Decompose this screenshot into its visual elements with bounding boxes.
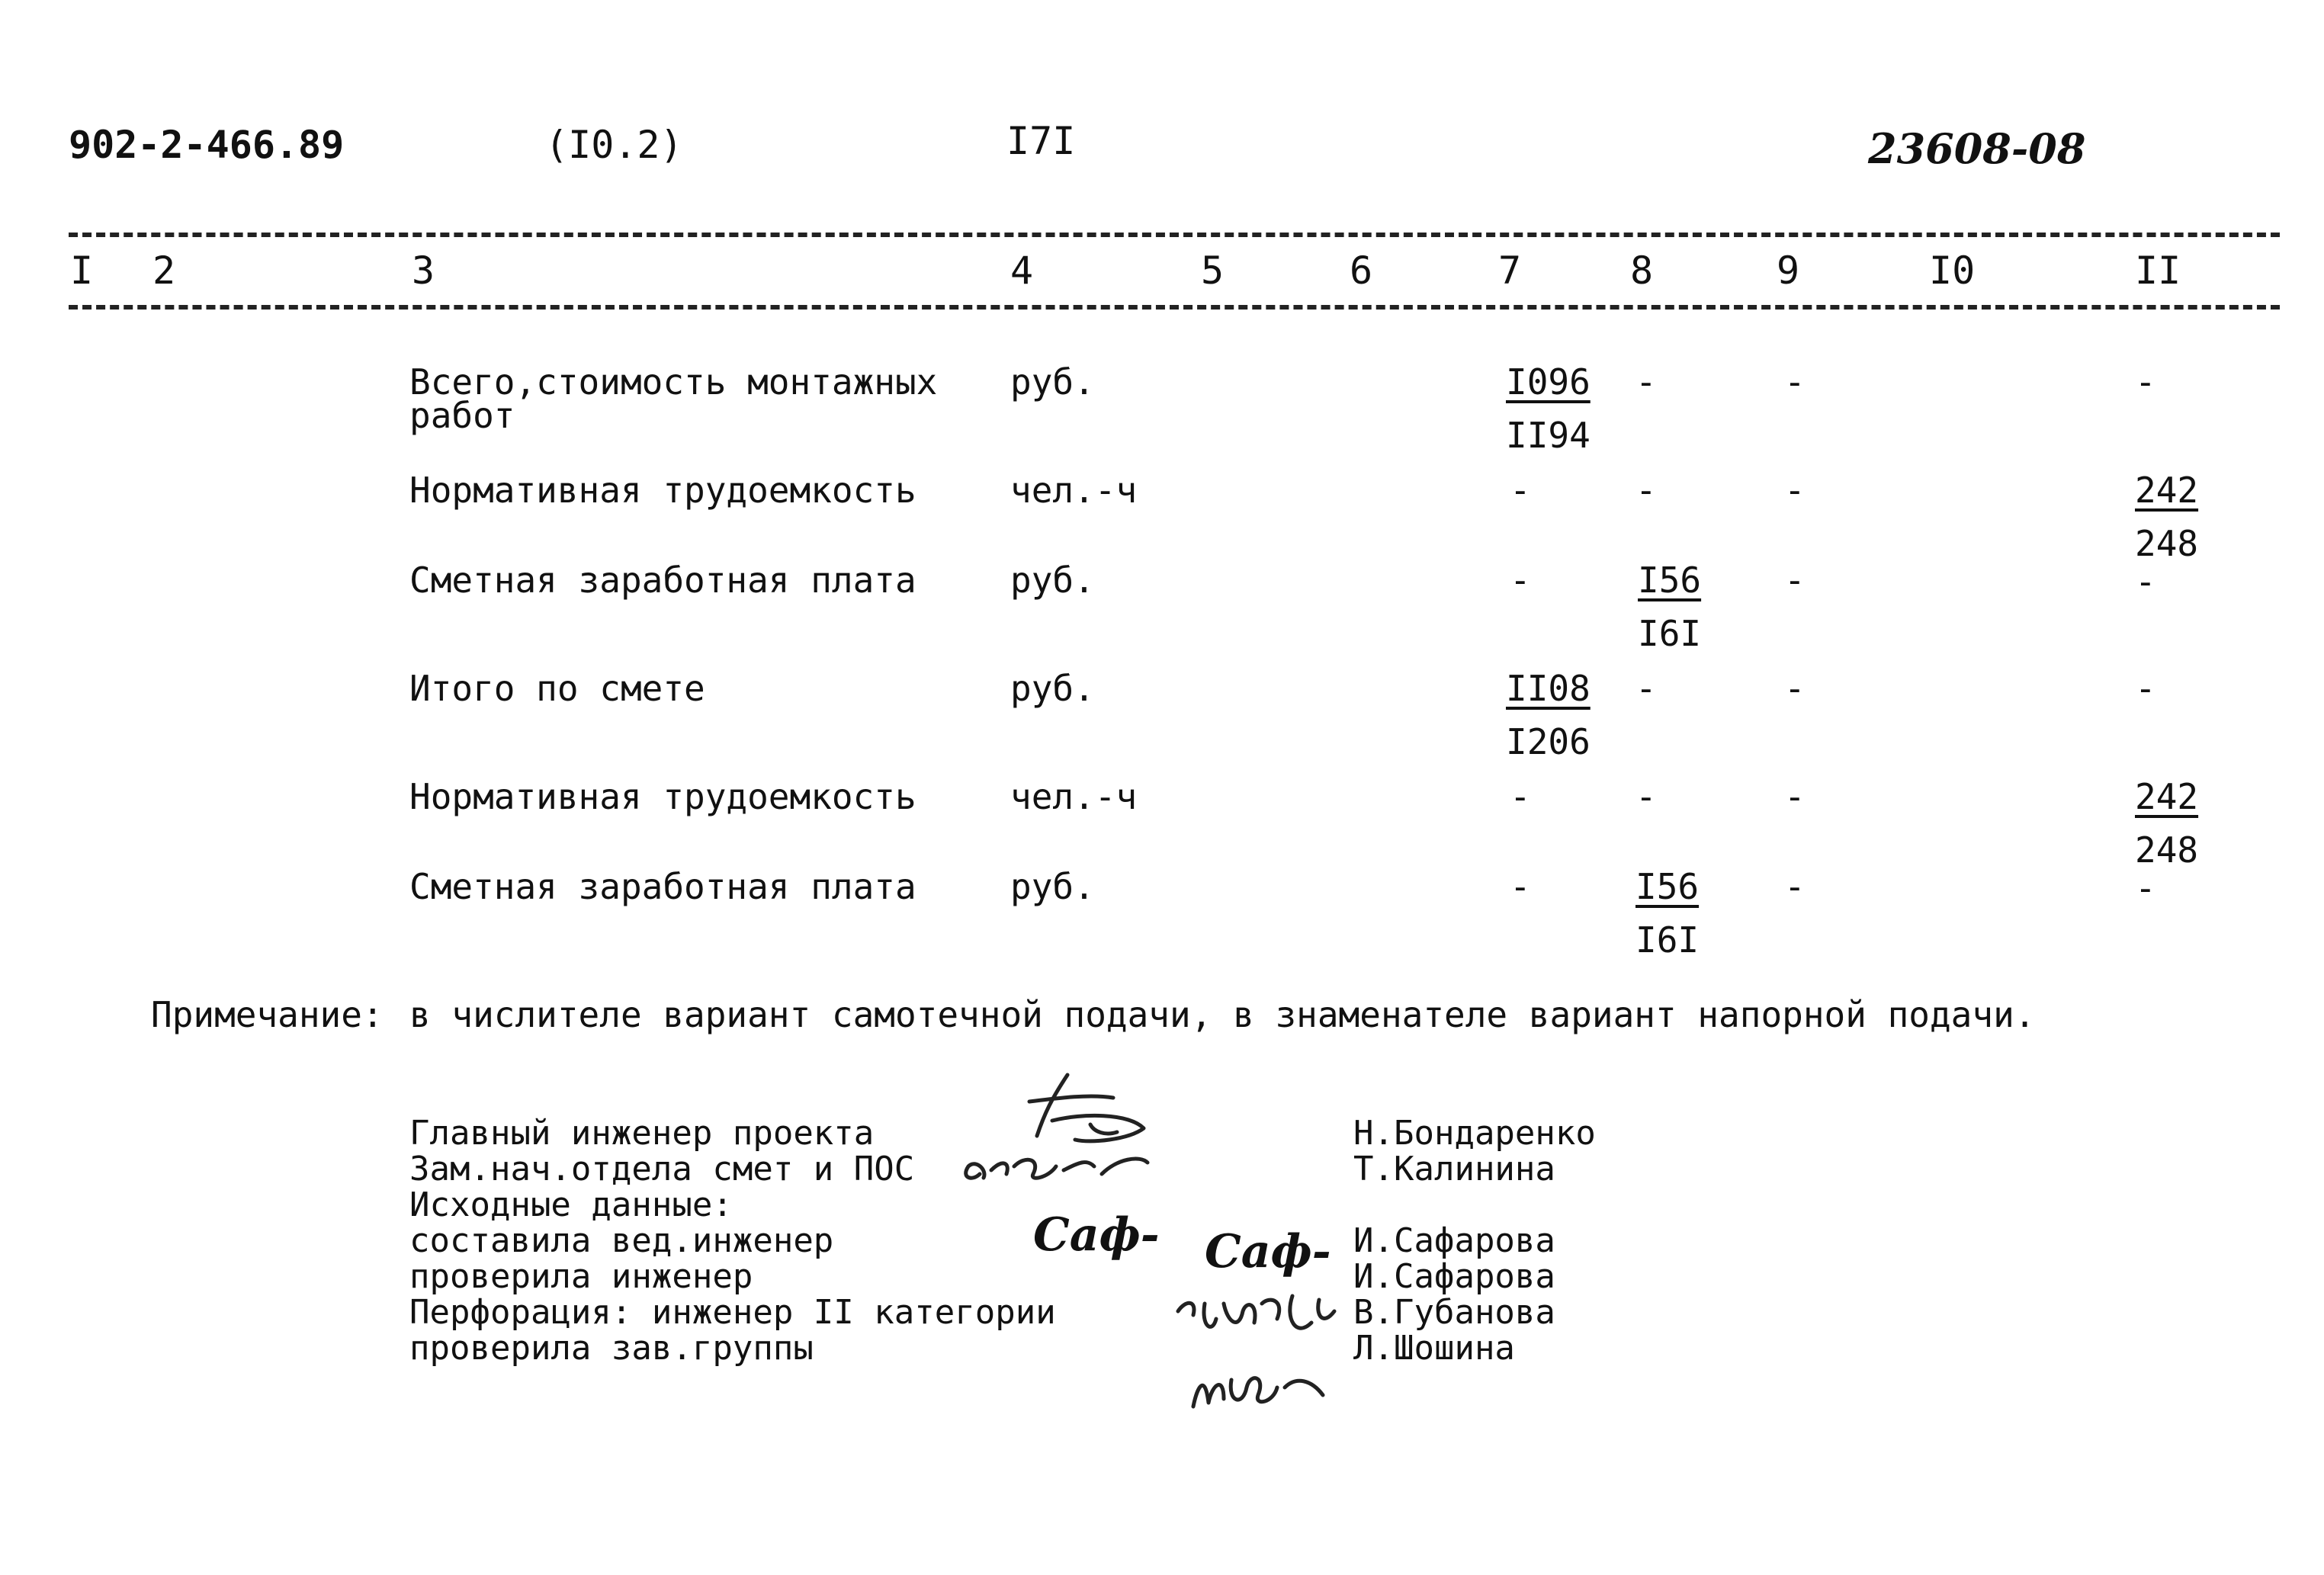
value-c9: - — [1784, 866, 1806, 907]
value-c11-denominator: 248 — [2135, 523, 2199, 564]
role-perforation: Перфорация: инженер II категории — [409, 1293, 1056, 1332]
note-text: в числителе вариант самотечной подачи, в знаменателе вариант напорной подачи. — [409, 994, 2036, 1035]
header-bottom-rule — [69, 305, 2280, 310]
value-c8-denominator: I6I — [1635, 919, 1700, 961]
value-c8: - — [1635, 668, 1657, 709]
col-7: 7 — [1498, 249, 1522, 293]
value-c9: - — [1784, 470, 1806, 511]
page-number: I7I — [1006, 119, 1076, 163]
row-unit: руб. — [1010, 866, 1095, 907]
name-bondarenko: Н.Бондаренко — [1353, 1114, 1596, 1153]
row-unit: руб. — [1010, 668, 1095, 709]
value-c7-numerator: II08 — [1506, 668, 1591, 709]
value-c8-numerator: I56 — [1635, 866, 1700, 907]
col-8: 8 — [1630, 249, 1654, 293]
role-compiled-by: составила вед.инженер — [409, 1221, 834, 1260]
row-name-cont: работ — [409, 395, 515, 436]
value-c7: - — [1510, 866, 1531, 907]
value-c7: - — [1510, 776, 1531, 817]
row-name: Сметная заработная плата — [409, 866, 916, 907]
row-name: Итого по смете — [409, 668, 705, 709]
header-top-rule — [69, 233, 2280, 237]
value-c11: - — [2135, 561, 2156, 602]
value-c8: - — [1635, 776, 1657, 817]
value-c11-numerator: 242 — [2135, 776, 2199, 817]
signature-safarova-2: Саф- — [1205, 1225, 1331, 1278]
col-2: 2 — [152, 249, 176, 293]
row-name: Нормативная трудоемкость — [409, 776, 916, 817]
signature-shoshina-icon — [1182, 1349, 1334, 1426]
value-c9: - — [1784, 668, 1806, 709]
role-group-head: проверила зав.группы — [409, 1329, 814, 1368]
col-5: 5 — [1201, 249, 1225, 293]
name-gubanova: В.Губанова — [1353, 1293, 1555, 1332]
value-c7-denominator: II94 — [1506, 415, 1591, 456]
note-label: Примечание: — [151, 994, 384, 1035]
signature-safarova-1: Саф- — [1033, 1208, 1160, 1262]
row-name: Сметная заработная плата — [409, 560, 916, 601]
col-1: I — [70, 249, 94, 293]
row-unit: чел.-ч — [1010, 776, 1138, 817]
name-kalinina: Т.Калинина — [1353, 1150, 1555, 1188]
archive-number: 23608-08 — [1868, 124, 2086, 173]
value-c11-numerator: 242 — [2135, 470, 2199, 511]
row-name: Всего,стоимость монтажных — [409, 361, 938, 403]
value-c11: - — [2135, 668, 2156, 709]
col-6: 6 — [1350, 249, 1373, 293]
value-c9: - — [1784, 776, 1806, 817]
value-c8: - — [1635, 470, 1657, 511]
col-11: II — [2135, 249, 2181, 293]
role-deputy-head: Зам.нач.отдела смет и ПОС — [409, 1150, 915, 1188]
col-4: 4 — [1010, 249, 1034, 293]
value-c9: - — [1784, 560, 1806, 601]
value-c7-numerator: I096 — [1506, 361, 1591, 403]
value-c9: - — [1784, 361, 1806, 403]
col-3: 3 — [412, 249, 435, 293]
value-c11: - — [2135, 361, 2156, 403]
role-chief-engineer: Главный инженер проекта — [409, 1114, 875, 1153]
value-c8-numerator: I56 — [1638, 560, 1702, 601]
col-10: I0 — [1929, 249, 1976, 293]
row-name: Нормативная трудоемкость — [409, 470, 916, 511]
signature-kalinina-icon — [957, 1136, 1170, 1197]
value-c8-denominator: I6I — [1638, 613, 1702, 654]
section-number: (I0.2) — [545, 123, 683, 167]
row-unit: руб. — [1010, 361, 1095, 403]
value-c7-denominator: I206 — [1506, 721, 1591, 762]
value-c7: - — [1510, 560, 1531, 601]
doc-code: 902-2-466.89 — [69, 123, 345, 167]
name-safarova-2: И.Сафарова — [1353, 1257, 1555, 1296]
value-c7: - — [1510, 470, 1531, 511]
role-input-data: Исходные данные: — [409, 1185, 733, 1224]
signature-gubanova-icon — [1170, 1281, 1346, 1357]
value-c11-denominator: 248 — [2135, 829, 2199, 871]
row-unit: руб. — [1010, 560, 1095, 601]
row-unit: чел.-ч — [1010, 470, 1138, 511]
name-safarova-1: И.Сафарова — [1353, 1221, 1555, 1260]
role-checked-by: проверила инженер — [409, 1257, 753, 1296]
col-9: 9 — [1777, 249, 1800, 293]
value-c8: - — [1635, 361, 1657, 403]
name-shoshina: Л.Шошина — [1353, 1329, 1515, 1368]
value-c11: - — [2135, 868, 2156, 909]
